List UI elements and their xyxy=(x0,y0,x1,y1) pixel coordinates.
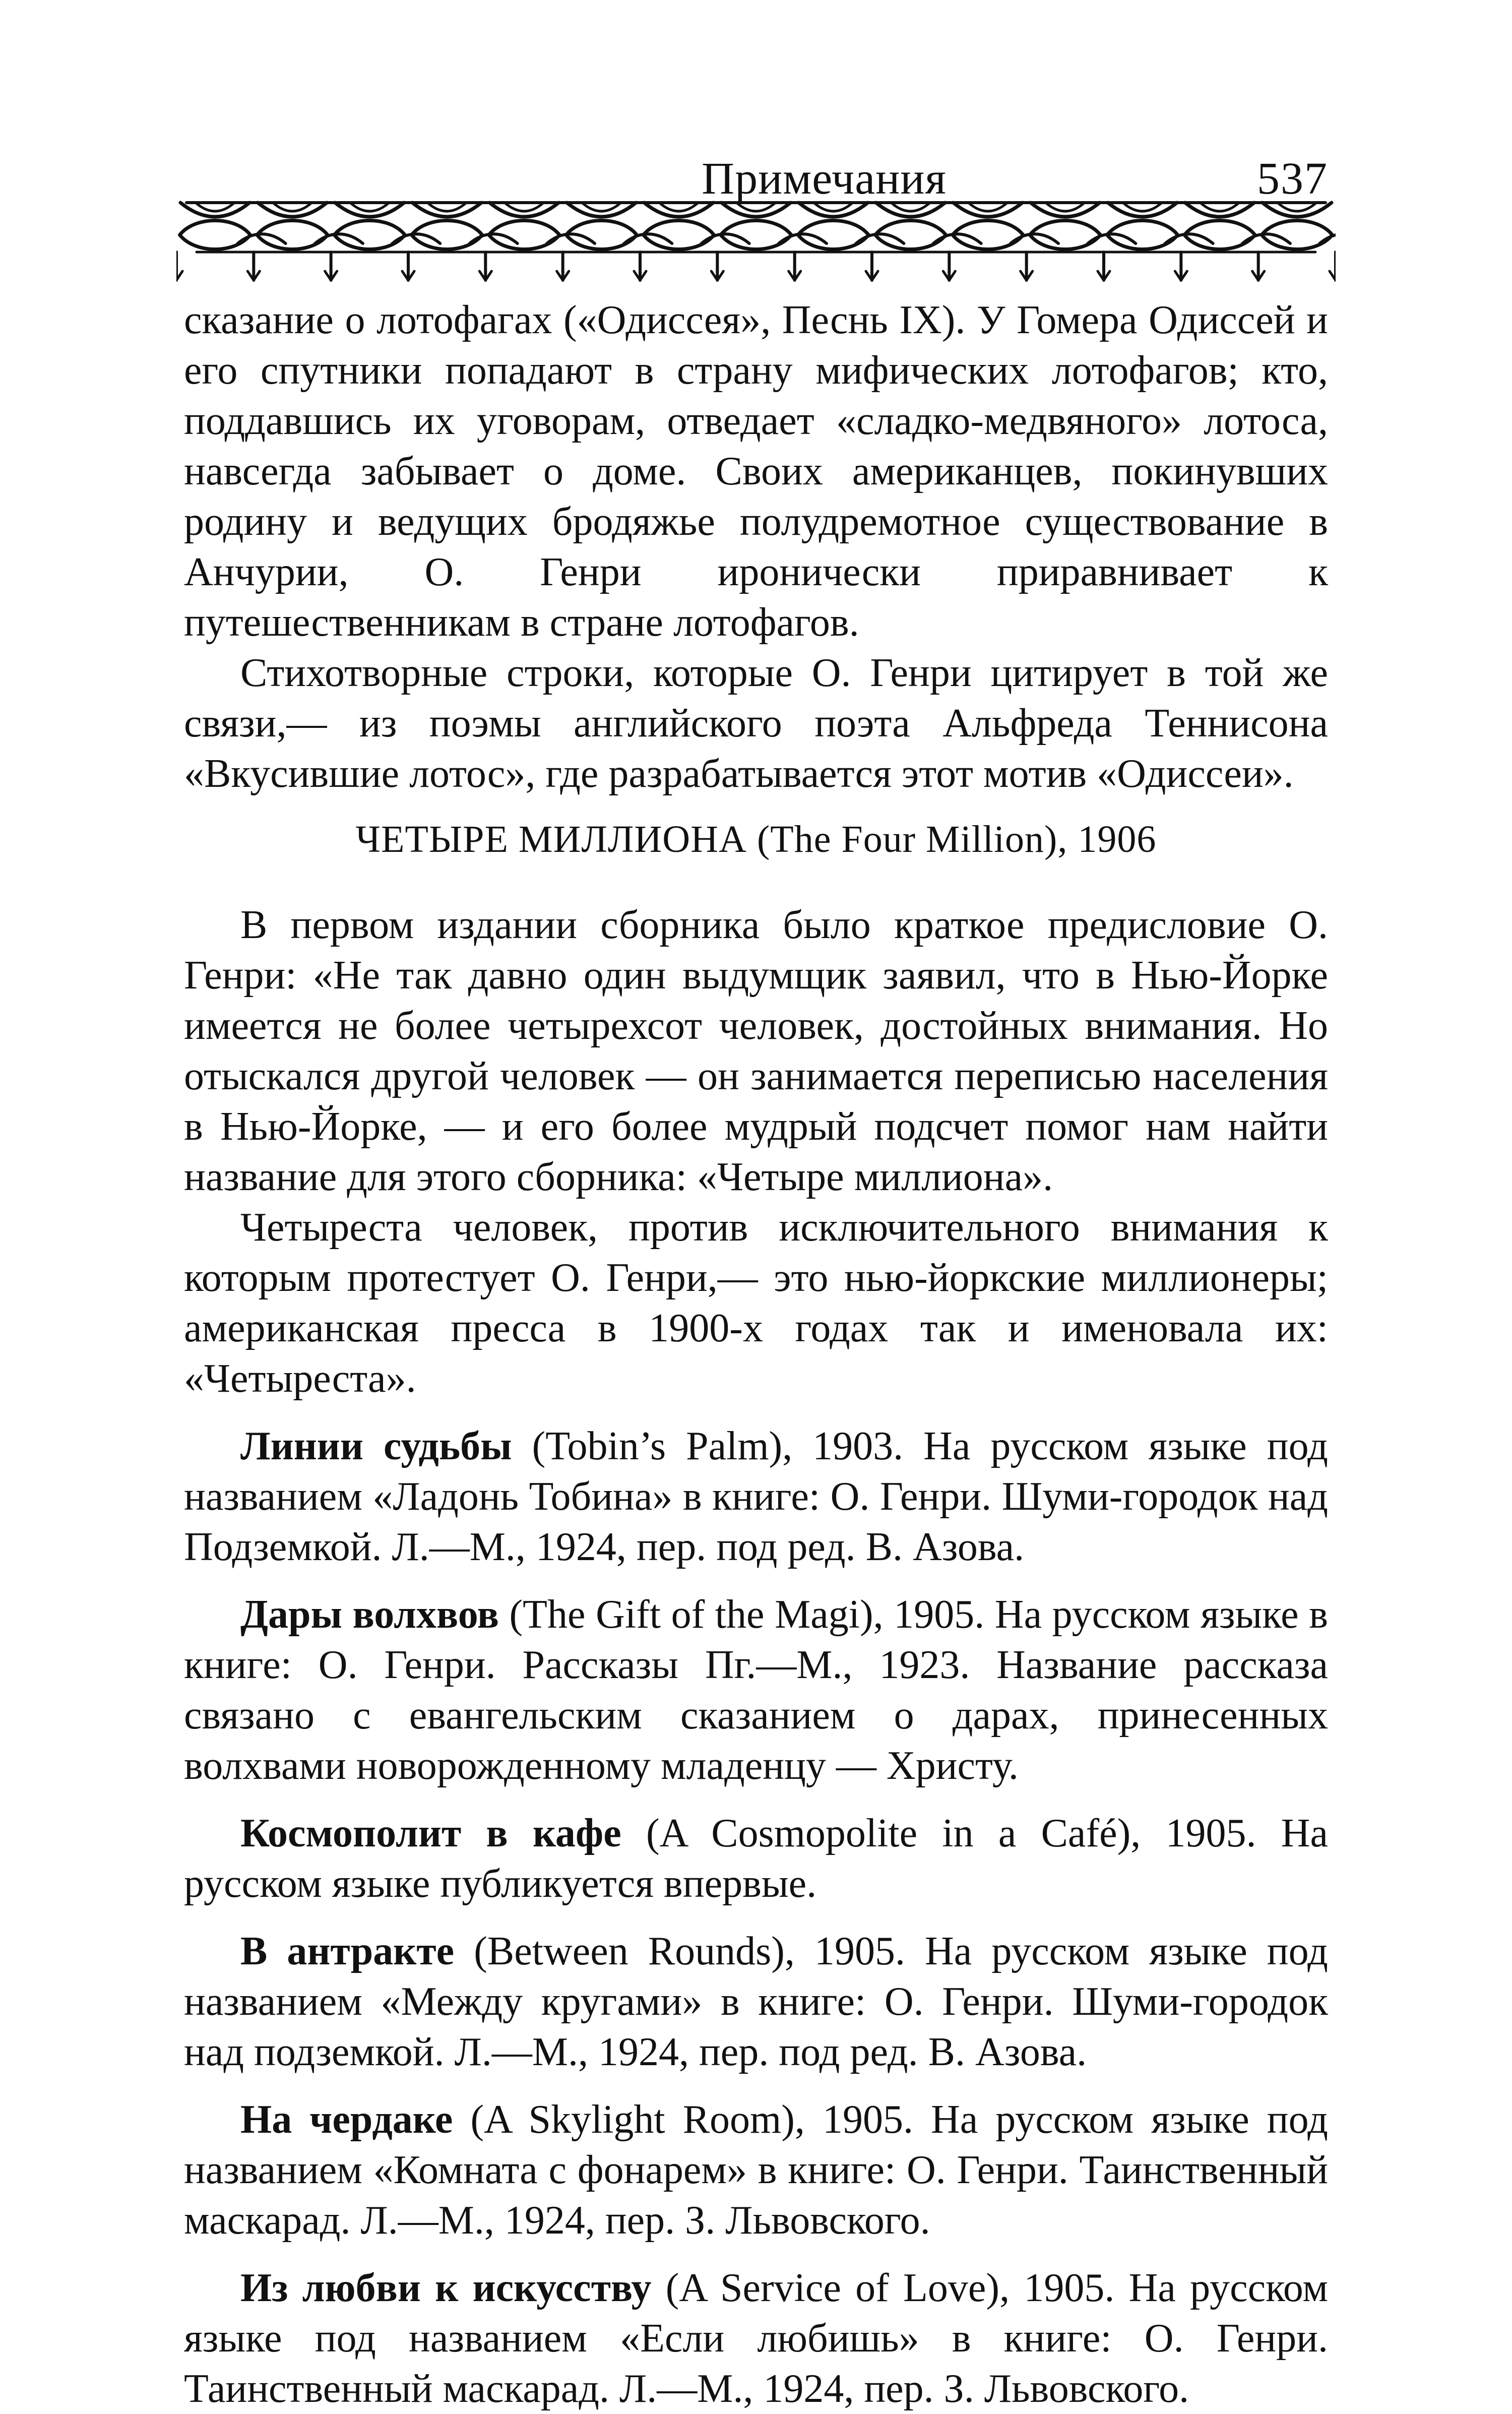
entry-title: Из любви к искусству xyxy=(240,2266,652,2310)
entry-gift-of-the-magi xyxy=(184,1589,1328,1791)
section-paragraph-1: В первом издании сборника было краткое предисловие О. Генри: «Не так давно один выдумщик заявил, что в Нью-Йорке имеется не более четырехсот человек, достойных внимания. Но отыскался другой человек — он занимается переписью населения в Нью-Йорке, — и его более мудрый подсчет помог нам найти название для этого сборника: «Четыре миллиона». xyxy=(184,903,1328,1199)
entry-cosmopolite xyxy=(184,1808,1328,1909)
section-text xyxy=(184,900,1328,2414)
header-ornament xyxy=(176,196,1336,284)
entry-service-of-love xyxy=(184,2263,1328,2414)
entry-skylight-room xyxy=(184,2094,1328,2246)
entry-text: (Between Rounds), 1905. На русском языке под названием «Между кругами» в книге: О. Генри. Шуми-городок над подземкой. Л.—М., 1924, пер. под ред. В. Азова. xyxy=(184,1929,1329,2074)
intro-paragraph-2: Стихотворные строки, которые О. Генри цитирует в той же связи,— из поэмы английского поэта Альфреда Теннисона «Вкусившие лотос», где разрабатывается этот мотив «Одиссеи». xyxy=(184,651,1328,796)
entry-text: (A Skylight Room), 1905. На русском языке под названием «Комната с фонарем» в книге: О. Генри. Таинственный маскарад. Л.—М., 1924, пер. З. Львовского. xyxy=(184,2097,1328,2243)
entry-text: (A Service of Love), 1905. На русском языке под названием «Если любишь» в книге: О. Генри. Таинственный маскарад. Л.—М., 1924, пер. З. Львовского. xyxy=(184,2266,1329,2411)
entry-title: В антракте xyxy=(240,1929,455,1973)
intro-text xyxy=(184,295,1328,799)
intro-paragraph-1: сказание о лотофагах («Одиссея», Песнь IX). У Гомера Одиссей и его спутники попадают в страну мифических лотофагов; кто, поддавшись их уговорам, отведает «сладко-медвяного» лотоса, навсегда забывает о доме. Своих американцев, покинувших родину и ведущих бродяжье полудремотное существование в Анчурии, О. Генри иронически приравнивает к путешественникам в стране лотофагов. xyxy=(184,298,1328,645)
entry-text: (A Cosmopolite in a Café), 1905. На русском языке публикуется впервые. xyxy=(184,1811,1328,1906)
entry-title: Дары волхвов xyxy=(240,1592,499,1637)
entry-title: Космополит в кафе xyxy=(240,1811,621,1855)
entry-title: На чердаке xyxy=(240,2097,453,2142)
running-head-title: Примечания xyxy=(702,154,947,204)
entry-title: Линии судьбы xyxy=(240,1424,512,1468)
section-heading: ЧЕТЫРЕ МИЛЛИОНА (The Four Million), 1906 xyxy=(355,818,1157,860)
page-number: 537 xyxy=(1257,154,1328,204)
entry-text: (Tobin’s Palm), 1903. На русском языке под названием «Ладонь Тобина» в книге: О. Генри. Шуми-городок над Подземкой. Л.—М., 1924, пер. под ред. В. Азова. xyxy=(184,1424,1328,1569)
entry-text: (The Gift of the Magi), 1905. На русском языке в книге: О. Генри. Рассказы Пг.—М., 1923. Название рассказа связано с евангельским сказанием о дарах, принесенных волхвами новорожденному младенцу — Христу. xyxy=(184,1592,1329,1788)
entry-between-rounds xyxy=(184,1926,1328,2077)
section-paragraph-2: Четыреста человек, против исключительного внимания к которым протестует О. Генри,— это нью-йоркские миллионеры; американская пресса в 1900-х годах так и именовала их: «Четыреста». xyxy=(184,1205,1328,1401)
entry-tobins-palm xyxy=(184,1421,1328,1572)
